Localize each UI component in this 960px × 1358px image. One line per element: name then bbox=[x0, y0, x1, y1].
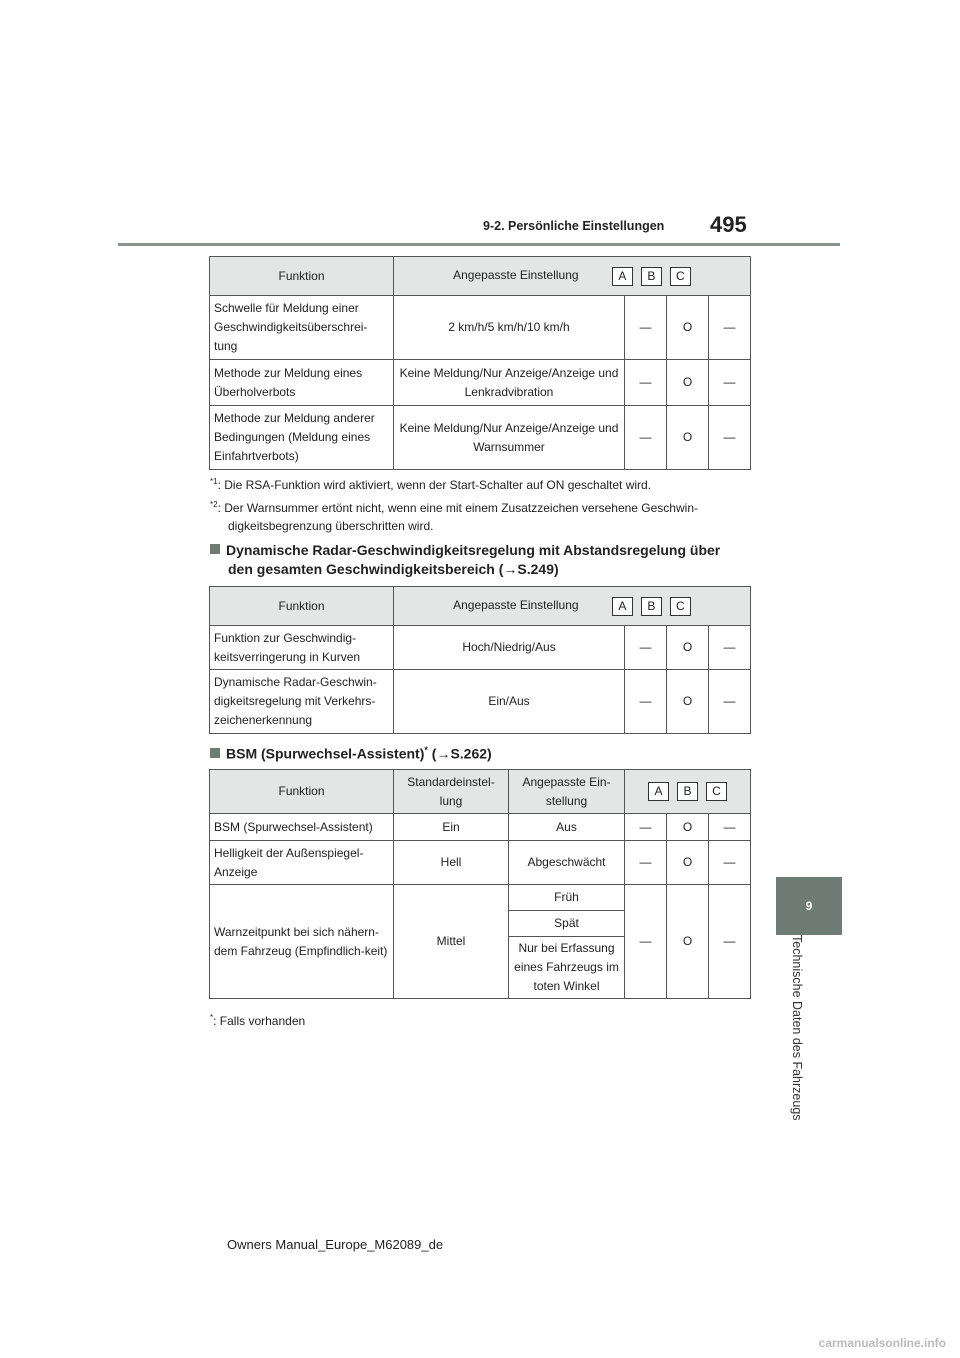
subheading-radar-cruise: Dynamische Radar-Geschwindigkeitsregelung mit Abstandsregelung über den gesamten Geschwindigkeitsbereich (→S.249) bbox=[210, 541, 750, 579]
function-cell: Funktion zur Geschwindig-keitsverringerung in Kurven bbox=[210, 626, 394, 670]
setting-cell: Ein/Aus bbox=[394, 670, 625, 734]
setting-option-spaet: Spät bbox=[509, 911, 625, 937]
document-footer: Owners Manual_Europe_M62089_de bbox=[227, 1237, 444, 1252]
customization-method-boxes bbox=[648, 782, 727, 801]
customization-method-boxes bbox=[612, 597, 691, 616]
col-c-cell: — bbox=[709, 885, 751, 999]
col-a-cell: — bbox=[625, 670, 667, 734]
table-row bbox=[210, 296, 751, 360]
col-b-cell: O bbox=[667, 406, 709, 470]
table-row bbox=[210, 670, 751, 734]
table-row bbox=[210, 360, 751, 406]
function-cell: Methode zur Meldung anderer Bedingungen (Meldung eines Einfahrtverbots) bbox=[210, 406, 394, 470]
col-c-cell: — bbox=[709, 670, 751, 734]
col-a-cell: — bbox=[625, 814, 667, 841]
settings-table-bsm bbox=[209, 769, 751, 999]
box-a: A bbox=[648, 782, 669, 801]
setting-cell: Abgeschwächt bbox=[509, 841, 625, 885]
function-cell: Methode zur Meldung eines Überholverbots bbox=[210, 360, 394, 406]
box-b: B bbox=[641, 597, 662, 616]
section-title: 9-2. Persönliche Einstellungen bbox=[483, 219, 665, 233]
col-b-cell: O bbox=[667, 841, 709, 885]
header-boxes bbox=[625, 770, 751, 814]
header-funktion: Funktion bbox=[210, 587, 394, 626]
table-row bbox=[210, 814, 751, 841]
col-c-cell: — bbox=[709, 406, 751, 470]
header-rule bbox=[118, 243, 840, 246]
col-a-cell: — bbox=[625, 841, 667, 885]
table-row bbox=[210, 406, 751, 470]
col-b-cell: O bbox=[667, 360, 709, 406]
col-a-cell: — bbox=[625, 885, 667, 999]
col-a-cell: — bbox=[625, 360, 667, 406]
header-funktion: Funktion bbox=[210, 770, 394, 814]
setting-cell: Keine Meldung/Nur Anzeige/Anzeige und Lenkradvibration bbox=[394, 360, 625, 406]
col-b-cell: O bbox=[667, 814, 709, 841]
function-cell: Schwelle für Meldung einer Geschwindigkeitsüberschrei-tung bbox=[210, 296, 394, 360]
setting-cell: Keine Meldung/Nur Anzeige/Anzeige und Warnsummer bbox=[394, 406, 625, 470]
default-cell: Ein bbox=[394, 814, 509, 841]
square-bullet-icon bbox=[210, 748, 220, 758]
header-standardeinstellung: Standardeinstel-lung bbox=[394, 770, 509, 814]
col-b-cell: O bbox=[667, 296, 709, 360]
col-a-cell: — bbox=[625, 296, 667, 360]
box-c: C bbox=[670, 597, 691, 616]
setting-cell: Aus bbox=[509, 814, 625, 841]
col-c-cell: — bbox=[709, 626, 751, 670]
customization-method-boxes bbox=[612, 267, 691, 286]
function-cell: BSM (Spurwechsel-Assistent) bbox=[210, 814, 394, 841]
col-b-cell: O bbox=[667, 670, 709, 734]
col-c-cell: — bbox=[709, 296, 751, 360]
chapter-label-text: Technische Daten des Fahrzeugs bbox=[790, 935, 804, 1121]
footnote-1: $^{*1}$: Die RSA-Funktion wird aktiviert, wenn der Start-Schalter auf ON geschaltet wird. bbox=[210, 477, 652, 492]
footnote-falls-vorhanden: *: Falls vorhanden bbox=[210, 1013, 306, 1028]
box-b: B bbox=[641, 267, 662, 286]
col-a-cell: — bbox=[625, 406, 667, 470]
subheading-bsm: BSM (Spurwechsel-Assistent)* (→S.262) bbox=[210, 741, 750, 764]
page-number: 495 bbox=[710, 212, 747, 237]
col-b-cell: O bbox=[667, 885, 709, 999]
col-a-cell: — bbox=[625, 626, 667, 670]
box-c: C bbox=[706, 782, 727, 801]
col-c-cell: — bbox=[709, 360, 751, 406]
function-cell: Dynamische Radar-Geschwin-digkeitsregelung mit Verkehrs-zeichenerkennung bbox=[210, 670, 394, 734]
chapter-tab: 9 bbox=[776, 877, 842, 935]
col-c-cell: — bbox=[709, 841, 751, 885]
setting-cell: Hoch/Niedrig/Aus bbox=[394, 626, 625, 670]
box-b: B bbox=[677, 782, 698, 801]
header-angepasste-einstellung: Angepasste Einstellung A B C bbox=[394, 587, 751, 626]
chapter-label bbox=[780, 935, 808, 1155]
setting-option-frueh: Früh bbox=[509, 885, 625, 911]
box-c: C bbox=[670, 267, 691, 286]
settings-table-rsa bbox=[209, 256, 751, 470]
table-row bbox=[210, 841, 751, 885]
setting-cell: 2 km/h/5 km/h/10 km/h bbox=[394, 296, 625, 360]
col-b-cell: O bbox=[667, 626, 709, 670]
header-angepasste-einstellung: Angepasste Ein-stellung bbox=[509, 770, 625, 814]
box-a: A bbox=[612, 597, 633, 616]
default-cell: Hell bbox=[394, 841, 509, 885]
settings-table-radar-cruise bbox=[209, 586, 751, 734]
header-funktion: Funktion bbox=[210, 257, 394, 296]
table-row bbox=[210, 626, 751, 670]
footnote-2: $^{*2}$: Der Warnsummer ertönt nicht, wenn eine mit einem Zusatzzeichen versehene Geschwin- digkeitsbegrenzung überschritten wird. bbox=[210, 500, 698, 533]
box-a: A bbox=[612, 267, 633, 286]
table-row bbox=[210, 885, 751, 911]
setting-option-toter-winkel: Nur bei Erfassung eines Fahrzeugs im toten Winkel bbox=[509, 937, 625, 999]
header-angepasste-einstellung: Angepasste Einstellung A B C bbox=[394, 257, 751, 296]
col-c-cell: — bbox=[709, 814, 751, 841]
watermark: carmanualsonline.info bbox=[818, 1336, 946, 1350]
default-cell: Mittel bbox=[394, 885, 509, 999]
function-cell: Warnzeitpunkt bei sich nähern-dem Fahrzeug (Empfindlich-keit) bbox=[210, 885, 394, 999]
square-bullet-icon bbox=[210, 544, 220, 554]
function-cell: Helligkeit der Außenspiegel-Anzeige bbox=[210, 841, 394, 885]
